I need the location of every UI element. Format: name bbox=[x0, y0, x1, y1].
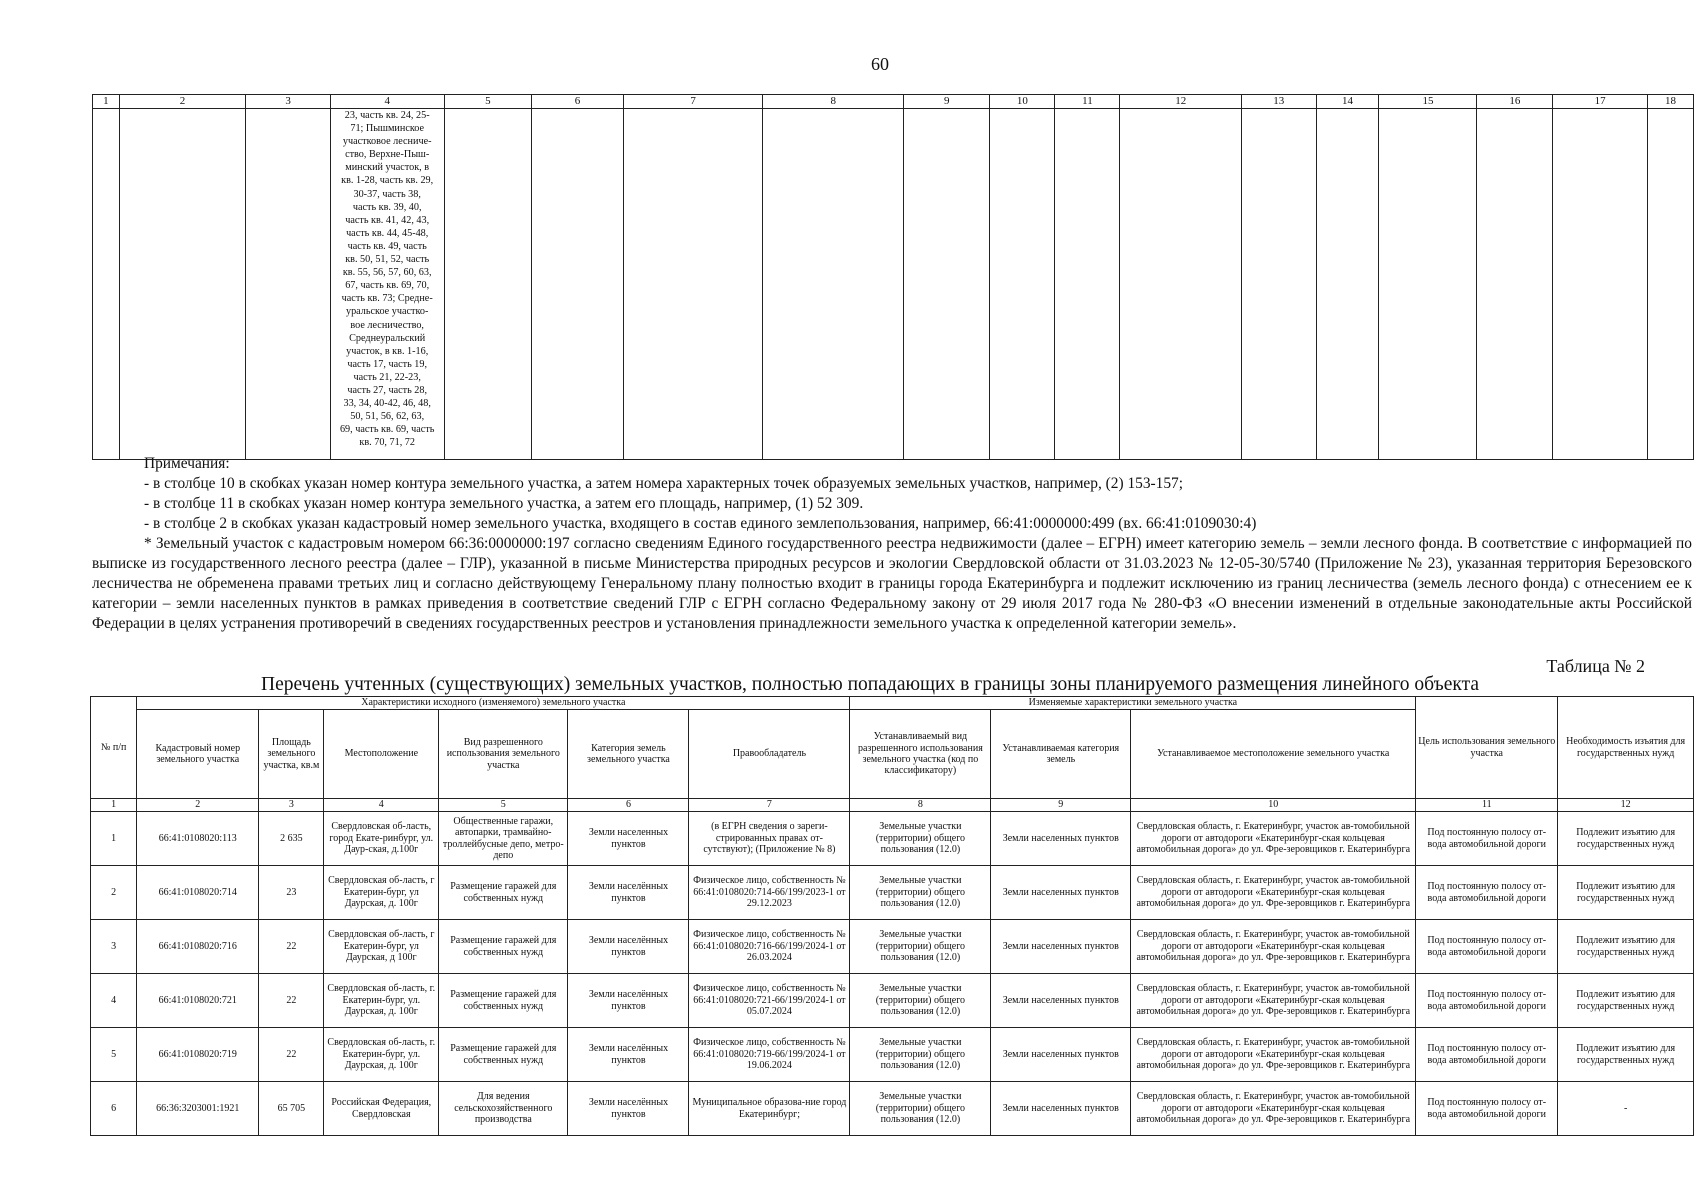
cell-line: кв. 70, 71, 72 bbox=[359, 437, 415, 449]
new-category-cell: Земли населенных пунктов bbox=[991, 1082, 1131, 1136]
purpose-cell: Под постоянную полосу от-вода автомобильной дороги bbox=[1416, 920, 1558, 974]
column-number: 1 bbox=[93, 95, 120, 109]
column-number: 9 bbox=[991, 799, 1131, 812]
cell-line: ство, Верхне-Пыш- bbox=[345, 149, 430, 161]
column-number: 13 bbox=[1241, 95, 1316, 109]
land-category-cell: Земли населённых пунктов bbox=[568, 974, 689, 1028]
new-location-cell: Свердловская область, г. Екатеринбург, участок ав-томобильной дороги от автодороги «Екатеринбург-ская кольцевая автомобильная дорога» до ул. Фре-зеровщиков г. Екатеринбурга bbox=[1131, 974, 1416, 1028]
column-number: 3 bbox=[259, 799, 324, 812]
header-purpose: Цель использования земельного участка bbox=[1416, 697, 1558, 799]
column-number: 2 bbox=[119, 95, 246, 109]
column-number-row bbox=[91, 799, 1694, 812]
table-number: Таблица № 2 bbox=[1546, 656, 1645, 676]
column-number: 4 bbox=[324, 799, 439, 812]
new-use-cell: Земельные участки (территории) общего пользования (12.0) bbox=[850, 1028, 991, 1082]
owner-cell: Физическое лицо, собственность № 66:41:0108020:716-66/199/2024-1 от 26.03.2024 bbox=[689, 920, 850, 974]
row-number-cell: 3 bbox=[91, 920, 137, 974]
row-number-cell: 4 bbox=[91, 974, 137, 1028]
area-cell: 65 705 bbox=[259, 1082, 324, 1136]
note-item: - в столбце 10 в скобках указан номер контура земельного участка, а затем номера характерных точек образуемых земельных участков, например, (2) 153-157; bbox=[144, 475, 1184, 492]
new-category-cell: Земли населенных пунктов bbox=[991, 812, 1131, 866]
area-cell: 22 bbox=[259, 974, 324, 1028]
permitted-use-cell: Общественные гаражи, автопарки, трамвайно-троллейбусные депо, метро-депо bbox=[439, 812, 568, 866]
new-use-cell: Земельные участки (территории) общего пользования (12.0) bbox=[850, 1082, 991, 1136]
purpose-cell: Под постоянную полосу от-вода автомобильной дороги bbox=[1416, 866, 1558, 920]
new-category-cell: Земли населенных пунктов bbox=[991, 866, 1131, 920]
note-item: - в столбце 2 в скобках указан кадастровый номер земельного участка, входящего в состав единого землепользования, например, 66:41:0000000:499 (вх. 66:41:0109030:4) bbox=[144, 515, 1257, 532]
column-number: 5 bbox=[439, 799, 568, 812]
table-row bbox=[91, 974, 1694, 1028]
need-for-seizure-cell: - bbox=[1558, 1082, 1694, 1136]
column-number: 10 bbox=[990, 95, 1055, 109]
permitted-use-cell: Размещение гаражей для собственных нужд bbox=[439, 974, 568, 1028]
owner-cell: Муниципальное образова-ние город Екатеринбург; bbox=[689, 1082, 850, 1136]
need-for-seizure-cell: Подлежит изъятию для государственных нужд bbox=[1558, 812, 1694, 866]
land-plots-table bbox=[90, 696, 1694, 1136]
permitted-use-cell: Размещение гаражей для собственных нужд bbox=[439, 1028, 568, 1082]
permitted-use-cell: Для ведения сельскохозяйственного производства bbox=[439, 1082, 568, 1136]
header-owner: Правообладатель bbox=[689, 710, 850, 799]
column-number: 4 bbox=[330, 95, 444, 109]
cell-line: часть кв. 44, 45-48, bbox=[346, 227, 429, 239]
land-category-cell: Земли населённых пунктов bbox=[568, 1028, 689, 1082]
group-changed-header: Изменяемые характеристики земельного участка bbox=[850, 697, 1416, 710]
purpose-cell: Под постоянную полосу от-вода автомобильной дороги bbox=[1416, 1082, 1558, 1136]
header-location: Местоположение bbox=[324, 710, 439, 799]
cadastral-number-cell: 66:41:0108020:719 bbox=[137, 1028, 259, 1082]
cell-line: кв. 55, 56, 57, 60, 63, bbox=[342, 267, 432, 279]
header-num: № п/п bbox=[91, 697, 137, 799]
cell-line: кв. 50, 51, 52, часть bbox=[345, 254, 430, 266]
column-number: 6 bbox=[568, 799, 689, 812]
need-for-seizure-cell: Подлежит изъятию для государственных нужд bbox=[1558, 920, 1694, 974]
column-number: 16 bbox=[1477, 95, 1553, 109]
new-location-cell: Свердловская область, г. Екатеринбург, участок ав-томобильной дороги от автодороги «Екатеринбург-ская кольцевая автомобильная дорога» до ул. Фре-зеровщиков г. Екатеринбурга bbox=[1131, 1082, 1416, 1136]
new-category-cell: Земли населенных пунктов bbox=[991, 920, 1131, 974]
cell-line: 33, 34, 40-42, 46, 48, bbox=[343, 398, 431, 410]
column-number: 3 bbox=[246, 95, 330, 109]
new-location-cell: Свердловская область, г. Екатеринбург, участок ав-томобильной дороги от автодороги «Екатеринбург-ская кольцевая автомобильная дорога» до ул. Фре-зеровщиков г. Екатеринбурга bbox=[1131, 812, 1416, 866]
row-number-cell: 1 bbox=[91, 812, 137, 866]
column-number: 14 bbox=[1316, 95, 1379, 109]
location-cell: Свердловская об-ласть, г Екатерин-бург, ул Даурская, д. 100г bbox=[324, 866, 439, 920]
cadastral-number-cell: 66:36:3203001:1921 bbox=[137, 1082, 259, 1136]
permitted-use-cell: Размещение гаражей для собственных нужд bbox=[439, 866, 568, 920]
column-number: 18 bbox=[1648, 95, 1694, 109]
location-cell: Свердловская об-ласть, г Екатерин-бург, ул Даурская, д 100г bbox=[324, 920, 439, 974]
cell-line: минский участок, в bbox=[345, 162, 430, 174]
table-title: Перечень учтенных (существующих) земельных участков, полностью попадающих в границы зоны планируемого размещения линейного объекта bbox=[261, 674, 1479, 695]
forestry-quarters-cell bbox=[331, 109, 444, 449]
row-number-cell: 6 bbox=[91, 1082, 137, 1136]
table-row bbox=[91, 1028, 1694, 1082]
row-number-cell: 2 bbox=[91, 866, 137, 920]
new-location-cell: Свердловская область, г. Екатеринбург, участок ав-томобильной дороги от автодороги «Екатеринбург-ская кольцевая автомобильная дорога» до ул. Фре-зеровщиков г. Екатеринбурга bbox=[1131, 866, 1416, 920]
cell-line: уральское участко- bbox=[345, 306, 429, 318]
purpose-cell: Под постоянную полосу от-вода автомобильной дороги bbox=[1416, 974, 1558, 1028]
column-number: 12 bbox=[1120, 95, 1242, 109]
need-for-seizure-cell: Подлежит изъятию для государственных нужд bbox=[1558, 974, 1694, 1028]
new-use-cell: Земельные участки (территории) общего пользования (12.0) bbox=[850, 920, 991, 974]
cell-line: часть кв. 41, 42, 43, bbox=[345, 214, 430, 226]
column-number: 6 bbox=[532, 95, 624, 109]
cell-line: часть 27, часть 28, bbox=[347, 384, 428, 396]
need-for-seizure-cell: Подлежит изъятию для государственных нужд bbox=[1558, 866, 1694, 920]
group-source-header: Характеристики исходного (изменяемого) земельного участка bbox=[137, 697, 850, 710]
owner-cell: (в ЕГРН сведения о зареги-стрированных правах от-сутствуют); (Приложение № 8) bbox=[689, 812, 850, 866]
column-number: 7 bbox=[623, 95, 763, 109]
cell-line: часть 17, часть 19, bbox=[347, 358, 428, 370]
cadastral-number-cell: 66:41:0108020:716 bbox=[137, 920, 259, 974]
location-cell: Свердловская об-ласть, г. Екатерин-бург, ул. Даурская, д. 100г bbox=[324, 1028, 439, 1082]
area-cell: 22 bbox=[259, 1028, 324, 1082]
header-need: Необходимость изъятия для государственных нужд bbox=[1558, 697, 1694, 799]
column-number: 5 bbox=[444, 95, 531, 109]
new-use-cell: Земельные участки (территории) общего пользования (12.0) bbox=[850, 974, 991, 1028]
notes-block bbox=[92, 454, 1692, 634]
cell-line: 23, часть кв. 24, 25- bbox=[344, 110, 430, 121]
cadastral-number-cell: 66:41:0108020:113 bbox=[137, 812, 259, 866]
header-use: Вид разрешенного использования земельного участка bbox=[439, 710, 568, 799]
column-number: 9 bbox=[904, 95, 990, 109]
new-use-cell: Земельные участки (территории) общего пользования (12.0) bbox=[850, 812, 991, 866]
cell-line: участок, в кв. 1-16, bbox=[346, 345, 429, 357]
land-category-cell: Земли населённых пунктов bbox=[568, 866, 689, 920]
cell-line: участковое лесниче- bbox=[342, 136, 432, 148]
cell-line: часть кв. 73; Средне- bbox=[341, 293, 433, 305]
column-number: 11 bbox=[1416, 799, 1558, 812]
cell-line: 71; Пышминское bbox=[350, 123, 425, 135]
cell-line: вое лесничество, bbox=[350, 319, 424, 331]
column-number-row bbox=[93, 95, 1694, 109]
cell-line: часть кв. 49, часть bbox=[347, 240, 427, 252]
cell-line: часть кв. 39, 40, bbox=[352, 201, 422, 213]
table-row bbox=[91, 920, 1694, 974]
area-cell: 2 635 bbox=[259, 812, 324, 866]
header-area: Площадь земельного участка, кв.м bbox=[259, 710, 324, 799]
column-number: 8 bbox=[763, 95, 904, 109]
table-row bbox=[91, 812, 1694, 866]
purpose-cell: Под постоянную полосу от-вода автомобильной дороги bbox=[1416, 812, 1558, 866]
cell-line: кв. 1-28, часть кв. 29, bbox=[341, 175, 434, 187]
column-number: 15 bbox=[1379, 95, 1477, 109]
land-category-cell: Земли населенных пунктов bbox=[568, 812, 689, 866]
continuation-table bbox=[92, 94, 1694, 460]
header-new-category: Устанавливаемая категория земель bbox=[991, 710, 1131, 799]
location-cell: Свердловская об-ласть, г. Екатерин-бург, ул. Даурская, д. 100г bbox=[324, 974, 439, 1028]
page-number: 60 bbox=[871, 54, 889, 74]
header-new-use: Устанавливаемый вид разрешенного использования земельного участка (код по классификатору) bbox=[850, 710, 991, 799]
new-location-cell: Свердловская область, г. Екатеринбург, участок ав-томобильной дороги от автодороги «Екатеринбург-ская кольцевая автомобильная дорога» до ул. Фре-зеровщиков г. Екатеринбурга bbox=[1131, 1028, 1416, 1082]
cell-line: Среднеуральский bbox=[349, 332, 426, 344]
cadastral-number-cell: 66:41:0108020:721 bbox=[137, 974, 259, 1028]
cell-line: 69, часть кв. 69, часть bbox=[339, 424, 435, 436]
cadastral-number-cell: 66:41:0108020:714 bbox=[137, 866, 259, 920]
owner-cell: Физическое лицо, собственность № 66:41:0108020:719-66/199/2024-1 от 19.06.2024 bbox=[689, 1028, 850, 1082]
new-location-cell: Свердловская область, г. Екатеринбург, участок ав-томобильной дороги от автодороги «Екатеринбург-ская кольцевая автомобильная дорога» до ул. Фре-зеровщиков г. Екатеринбурга bbox=[1131, 920, 1416, 974]
column-number: 1 bbox=[91, 799, 137, 812]
owner-cell: Физическое лицо, собственность № 66:41:0108020:721-66/199/2024-1 от 05.07.2024 bbox=[689, 974, 850, 1028]
header-new-location: Устанавливаемое местоположение земельного участка bbox=[1131, 710, 1416, 799]
row-number-cell: 5 bbox=[91, 1028, 137, 1082]
column-number: 11 bbox=[1055, 95, 1120, 109]
need-for-seizure-cell: Подлежит изъятию для государственных нужд bbox=[1558, 1028, 1694, 1082]
notes-heading: Примечания: bbox=[144, 455, 230, 472]
purpose-cell: Под постоянную полосу от-вода автомобильной дороги bbox=[1416, 1028, 1558, 1082]
cell-line: часть 21, 22-23, bbox=[353, 371, 421, 383]
land-category-cell: Земли населённых пунктов bbox=[568, 1082, 689, 1136]
table-row bbox=[91, 866, 1694, 920]
cell-line: 30-37, часть 38, bbox=[353, 188, 421, 200]
area-cell: 22 bbox=[259, 920, 324, 974]
new-category-cell: Земли населенных пунктов bbox=[991, 1028, 1131, 1082]
column-number: 17 bbox=[1553, 95, 1648, 109]
header-category: Категория земель земельного участка bbox=[568, 710, 689, 799]
note-paragraph: * Земельный участок с кадастровым номером 66:36:0000000:197 согласно сведениям Единого государственного реестра недвижимости (далее – ЕГРН) имеет категорию земель – земли лесного фонда. В соответствие с информацией по выписке из государственного лесного реестра (далее – ГЛР), указанной в письме Министерства природных ресурсов и экологии Свердловской области от 31.03.2023 № 12-05-30/5740 (Приложение № 23), указанная территория Березовского лесничества не обременена правами третьих лиц и согласно действующему Генеральному плану полностью входит в границы города Екатеринбурга и подлежит исключению из границ лесничества (земель лесного фонда) с отнесением ее к категории – земли населенных пунктов в рамках приведения в соответствие сведений ГЛР с ЕГРН согласно Федеральному закону от 29 июля 2017 года № 280-ФЗ «О внесении изменений в отдельные законодательные акты Российской Федерации в целях устранения противоречий в сведениях государственных реестров и установления принадлежности земельного участка к определенной категории земель». bbox=[92, 535, 1692, 632]
cell-line: 50, 51, 56, 62, 63, bbox=[350, 411, 425, 423]
header-cadastral: Кадастровый номер земельного участка bbox=[137, 710, 259, 799]
new-category-cell: Земли населенных пунктов bbox=[991, 974, 1131, 1028]
permitted-use-cell: Размещение гаражей для собственных нужд bbox=[439, 920, 568, 974]
column-number: 12 bbox=[1558, 799, 1694, 812]
location-cell: Российская Федерация, Свердловская bbox=[324, 1082, 439, 1136]
cell-line: 67, часть кв. 69, 70, bbox=[345, 280, 430, 292]
table-row bbox=[93, 109, 1694, 460]
owner-cell: Физическое лицо, собственность № 66:41:0108020:714-66/199/2023-1 от 29.12.2023 bbox=[689, 866, 850, 920]
area-cell: 23 bbox=[259, 866, 324, 920]
location-cell: Свердловская об-ласть, город Екате-ринбург, ул. Даур-ская, д.100г bbox=[324, 812, 439, 866]
note-item: - в столбце 11 в скобках указан номер контура земельного участка, а затем его площадь, например, (1) 52 309. bbox=[144, 495, 864, 512]
land-category-cell: Земли населённых пунктов bbox=[568, 920, 689, 974]
column-number: 10 bbox=[1131, 799, 1416, 812]
column-number: 8 bbox=[850, 799, 991, 812]
column-number: 2 bbox=[137, 799, 259, 812]
new-use-cell: Земельные участки (территории) общего пользования (12.0) bbox=[850, 866, 991, 920]
column-number: 7 bbox=[689, 799, 850, 812]
table-row bbox=[91, 1082, 1694, 1136]
